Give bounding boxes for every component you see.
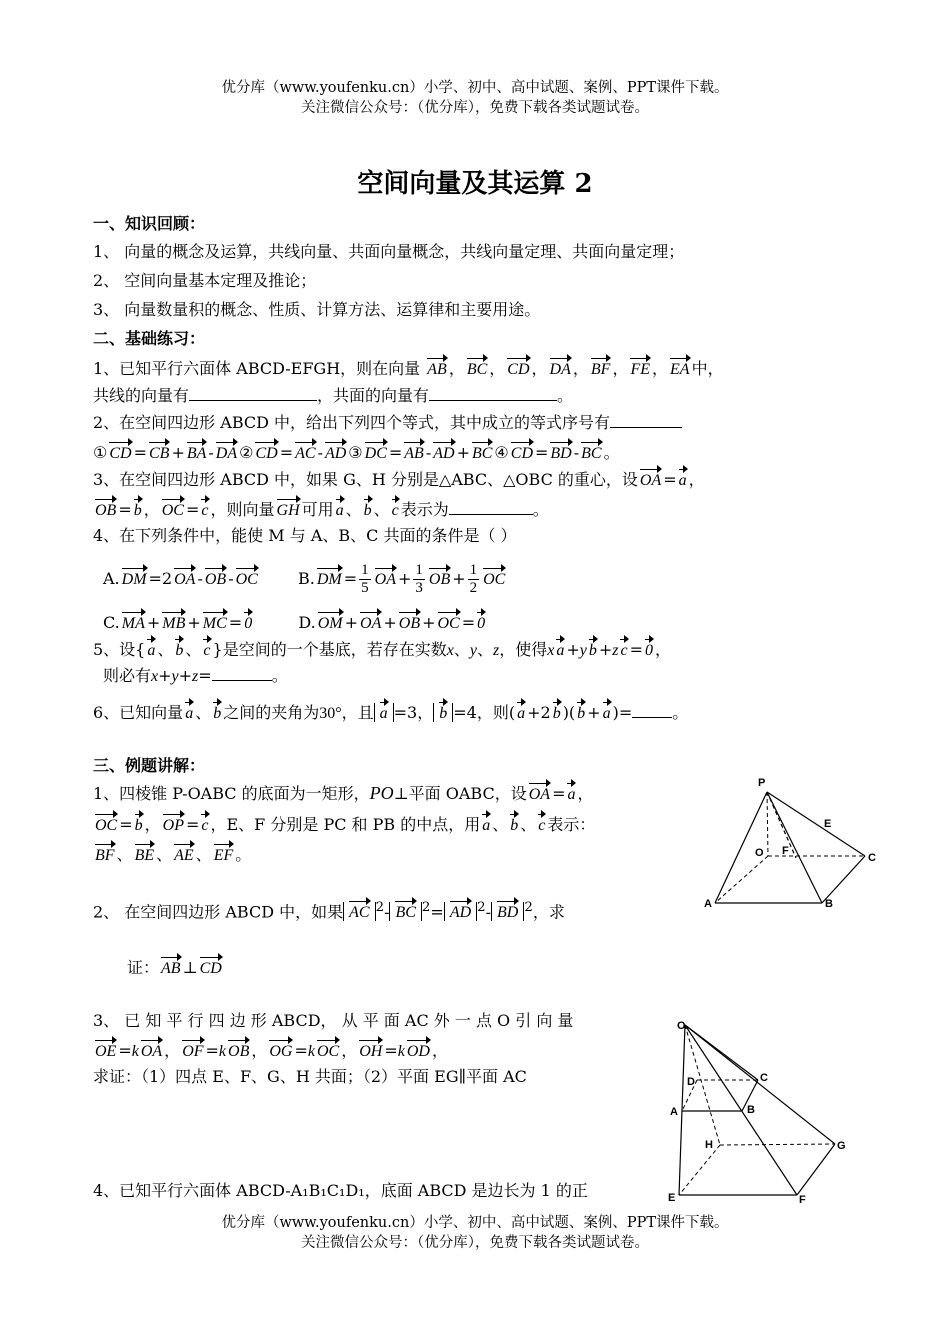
fig1-label-F: F [782, 845, 789, 857]
ex1-line3: BF 、 BE 、 AE 、 EF 。 [93, 842, 251, 867]
fig1-label-P: P [758, 777, 766, 789]
q1-line1: 1、已知平行六面体 ABCD-EFGH，则在向量 AB ， BC ， CD ， DA ， BF ， FE ， EA 中， [93, 356, 724, 381]
q4-stem: 4、在下列条件中，能使 M 与 A、B、C 共面的条件是（ ） [93, 526, 517, 545]
q1-line2: 共线的向量有 ，共面的向量有 。 [93, 386, 574, 405]
q3-line2: OB = b ， OC = c ，则向量 GH 可用 a 、 b 、 c 表示为 。 [93, 497, 549, 522]
ex3-line3: 求证：（1）四点 E、F、G、H 共面；（2）平面 EG∥平面 AC [93, 1067, 527, 1086]
fig2-label-E: E [668, 1192, 676, 1204]
fig1-label-E: E [824, 818, 832, 830]
sec2-heading: 二、基础练习： [93, 329, 206, 348]
q2-equations: ① CD = CB + BA - DA ② CD = AC - AD ③ DC = AB - AD + BC ④ CD = BD - BC 。 [93, 440, 620, 465]
ex4-line1: 4、已知平行六面体 ABCD-A₁B₁C₁D₁，底面 ABCD 是边长为 1 的正 [93, 1181, 588, 1200]
pyramid-figure [700, 770, 890, 920]
q4-options-cd: C. MA + MB + MC = 0 D. OM + OA + OB + OC = 0 [103, 610, 487, 635]
footer-line-1: 优分库（www.youfenku.cn）小学、初中、高中试题、案例、PPT课件下载。 [221, 1215, 729, 1231]
fig2-label-G: G [837, 1140, 846, 1152]
fig2-label-D: D [687, 1076, 695, 1088]
fig1-label-C: C [868, 852, 876, 864]
q4-options-ab: A. DM =2 OA - OB - OC B. DM = $\frac{1}{5}$ OA + $\frac{1}{3}$ OB + $\frac{1}{2}$ OC [103, 562, 506, 596]
fig2-label-B: B [747, 1104, 755, 1116]
fig1-label-O: O [755, 847, 764, 859]
sec1-item-3: 3、 向量数量积的概念、性质、计算方法、运算律和主要用途。 [93, 300, 541, 319]
fig2-label-C: C [760, 1072, 768, 1084]
fig2-label-H: H [705, 1139, 713, 1151]
ex1-line1: 1、四棱锥 P-OABC 的底面为一矩形，PO⊥平面 OABC，设 OA = a ， [93, 781, 593, 806]
page-title: 空间向量及其运算 2 [357, 169, 593, 199]
fig1-label-A: A [704, 898, 712, 910]
ex2-line2: 证： AB ⊥ CD [127, 955, 224, 980]
header-line-2: 关注微信公众号：（优分库），免费下载各类试题试卷。 [301, 100, 649, 116]
fig2-label-O: O [677, 1020, 686, 1032]
fig2-label-A: A [670, 1106, 678, 1118]
q5-line1: 5、设{ a 、 b 、 c }是空间的一个基底，若存在实数x、y、z，使得x a +y b +z c = 0 ， [93, 637, 671, 662]
sec1-item-2: 2、 空间向量基本定理及推论； [93, 271, 317, 290]
q2-line1: 2、在空间四边形 ABCD 中，给出下列四个等式，其中成立的等式序号有 [93, 412, 682, 434]
pyramid-planes-figure [665, 1015, 855, 1210]
ex2-line1: 2、 在空间四边形 ABCD 中，如果 AC $^2$- BC $^2$= AD $^2$- BD $^2$，求 [93, 897, 565, 924]
ex1-line2: OC = b ， OP = c ，E、F 分别是 PC 和 PB 的中点，用 a 、 b 、 c 表示： [93, 812, 595, 837]
sec1-item-1: 1、 向量的概念及运算，共线向量、共面向量概念，共线向量定理、共面向量定理； [93, 242, 685, 261]
q5-line2: 则必有x+y+z= 。 [103, 666, 288, 685]
ex3-line2: OE =k OA ， OF =k OB ， OG =k OC ， OH =k OD ， [93, 1038, 448, 1063]
q6-line: 6、已知向量 a 、 b 之间的夹角为30°，且 a =3， b =4，则( a +2 b )( b + a )= 。 [93, 700, 688, 725]
header-line-1: 优分库（www.youfenku.cn）小学、初中、高中试题、案例、PPT课件下载。 [221, 80, 729, 96]
fig2-label-F: F [799, 1194, 806, 1206]
ex3-line1: 3、 已 知 平 行 四 边 形 ABCD， 从 平 面 AC 外 一 点 O 引 向 量 [93, 1011, 574, 1030]
sec1-heading: 一、知识回顾： [93, 214, 206, 233]
fig1-label-B: B [825, 898, 833, 910]
q3-line1: 3、在空间四边形 ABCD 中，如果 G、H 分别是△ABC、△OBC 的重心，设 OA = a ， [93, 467, 705, 492]
footer-line-2: 关注微信公众号：（优分库），免费下载各类试题试卷。 [301, 1235, 649, 1251]
sec3-heading: 三、例题讲解： [93, 756, 206, 775]
